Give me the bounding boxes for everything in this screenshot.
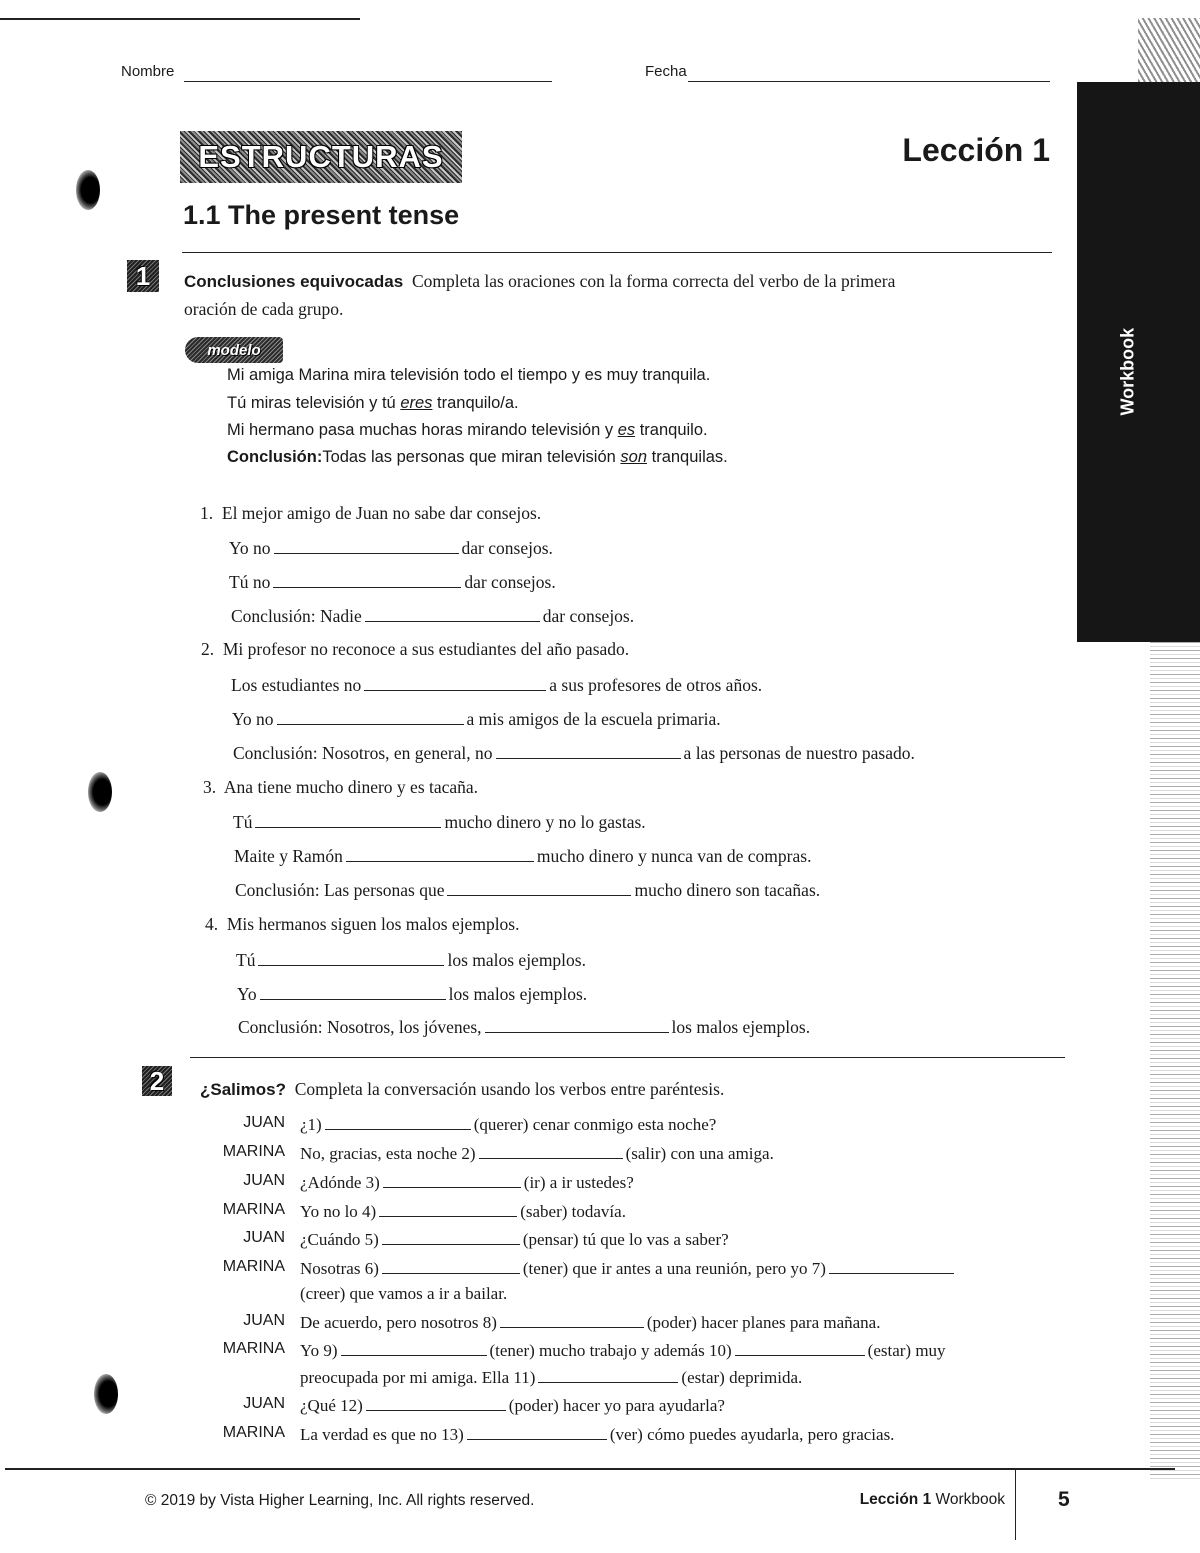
exercise-2-title: ¿Salimos? [200,1080,286,1099]
exercise-1-title: Conclusiones equivocadas [184,272,404,291]
answer-blank[interactable] [500,1311,644,1328]
dialogue-text: ¿Cuándo 5) [300,1230,379,1249]
scan-edge-top [1138,18,1200,82]
dialogue-line-9 [300,1339,946,1361]
answer-blank[interactable] [829,1257,954,1274]
item-1-line-1 [229,537,553,559]
answer-blank[interactable] [258,949,444,966]
dialogue-text: (salir) con una amiga. [625,1144,774,1163]
footer-rule [5,1468,1175,1470]
workbook-sidebar-tab [1077,82,1200,642]
line-post: los malos ejemplos. [448,984,588,1004]
modelo-line-3-pre: Mi hermano pasa muchas horas mirando televisión y [227,421,618,439]
fecha-field[interactable] [688,81,1050,82]
dialogue-text: (saber) todavía. [520,1202,626,1221]
footer-lesson-rest: Workbook [931,1491,1005,1508]
exercise-2-rule [190,1057,1065,1058]
item-3-line-3 [235,879,820,901]
dialogue-text: (tener) mucho trabajo y además 10) [489,1341,732,1360]
estructuras-banner [180,131,462,183]
dialogue-line-6 [300,1257,957,1279]
item-4-line-3 [238,1016,810,1038]
item-number: 1. [200,503,214,523]
dialogue-line-13 [300,1423,894,1445]
dialogue-text: Yo 9) [300,1341,338,1360]
item-1-prompt [200,503,541,524]
footer-lesson-bold: Lección 1 [859,1491,932,1508]
line-pre: Yo [237,984,257,1004]
answer-blank[interactable] [735,1339,865,1356]
answer-blank[interactable] [260,983,446,1000]
answer-blank[interactable] [382,1257,520,1274]
speaker-label: JUAN [243,1312,285,1329]
answer-blank[interactable] [365,605,540,622]
dialogue-text: (estar) muy [867,1341,946,1360]
dialogue-line-3 [300,1171,634,1193]
footer-copyright: © 2019 by Vista Higher Learning, Inc. All rights reserved. [145,1492,535,1509]
answer-blank[interactable] [382,1228,520,1245]
line-post: mucho dinero y nunca van de compras. [536,846,812,866]
exercise-2-instructions-text: Completa la conversación usando los verbos entre paréntesis. [294,1079,725,1099]
item-prompt-text: Mis hermanos siguen los malos ejemplos. [226,914,520,934]
sidebar-label: Workbook [1117,327,1138,416]
speaker-label: MARINA [222,1143,285,1160]
answer-blank[interactable] [255,811,441,828]
line-post: los malos ejemplos. [447,950,586,970]
line-post: dar consejos. [464,572,556,592]
fecha-label: Fecha [645,63,687,80]
dialogue-text: (ver) cómo puedes ayudarla, pero gracias. [609,1425,895,1444]
answer-blank[interactable] [346,845,534,862]
exercise-2-badge: 2 [142,1066,172,1096]
modelo-line-1: Mi amiga Marina mira televisión todo el tiempo y es muy tranquila. [227,366,711,384]
nombre-label: Nombre [121,63,175,80]
item-number: 2. [201,639,215,659]
modelo-line-3-post: tranquilo. [635,421,708,439]
exercise-1-instructions-a: Completa las oraciones con la forma correcta del verbo de la primera [411,271,896,291]
answer-blank[interactable] [447,879,631,896]
item-3-prompt [203,777,478,798]
modelo-line-4-answer: son [620,448,648,466]
binder-hole [88,772,112,812]
line-pre: Conclusión: Nosotros, los jóvenes, [238,1017,482,1037]
line-post: a sus profesores de otros años. [549,675,763,695]
item-3-line-1 [233,811,646,833]
dialogue-line-4 [300,1200,626,1222]
speaker-label: MARINA [222,1258,285,1275]
speaker-label: MARINA [222,1201,285,1218]
nombre-field[interactable] [184,81,552,82]
line-post: los malos ejemplos. [671,1017,811,1037]
dialogue-text: La verdad es que no 13) [300,1425,464,1444]
answer-blank[interactable] [496,742,681,759]
dialogue-line-8 [300,1311,880,1333]
line-post: mucho dinero son tacañas. [634,880,821,900]
dialogue-text: (tener) que ir antes a una reunión, pero yo 7) [522,1259,826,1278]
answer-blank[interactable] [277,708,464,725]
modelo-label [185,337,283,363]
dialogue-line-12 [300,1394,725,1416]
answer-blank[interactable] [325,1113,471,1130]
answer-blank[interactable] [273,571,461,588]
speaker-label: MARINA [222,1340,285,1357]
speaker-label: JUAN [243,1114,285,1131]
answer-blank[interactable] [379,1200,517,1217]
modelo-line-4-post: tranquilas. [647,448,728,466]
modelo-line-4-pre: Todas las personas que miran televisión [322,448,621,466]
dialogue-text: No, gracias, esta noche 2) [300,1144,476,1163]
line-post: dar consejos. [461,538,553,558]
page-number: 5 [1058,1488,1070,1511]
answer-blank[interactable] [479,1142,623,1159]
dialogue-line-9-cont [300,1366,802,1388]
line-pre: Tú [236,950,256,970]
exercise-1-instructions-b: oración de cada grupo. [184,299,344,319]
item-prompt-text: Ana tiene mucho dinero y es tacaña. [223,777,479,797]
line-pre: Yo no [232,709,274,729]
dialogue-text: De acuerdo, pero nosotros 8) [300,1313,497,1332]
speaker-label: MARINA [222,1424,285,1441]
dialogue-text: preocupada por mi amiga. Ella 11) [300,1368,536,1387]
line-post: mucho dinero y no lo gastas. [444,812,646,832]
exercise-1-instructions [184,267,1064,296]
binder-hole [94,1374,118,1414]
section-title: 1.1 The present tense [183,200,460,230]
dialogue-text: (querer) cenar conmigo esta noche? [473,1115,717,1134]
line-post: dar consejos. [542,606,635,626]
item-4-line-1 [236,949,586,971]
line-pre: Maite y Ramón [234,846,343,866]
answer-blank[interactable] [341,1339,487,1356]
modelo-line-3 [227,421,708,440]
line-pre: Tú [233,812,253,832]
line-post: a mis amigos de la escuela primaria. [466,709,721,729]
item-number: 3. [203,777,217,797]
dialogue-text: (poder) hacer planes para mañana. [646,1313,881,1332]
answer-blank[interactable] [364,674,546,691]
answer-blank[interactable] [485,1016,669,1033]
dialogue-text: (poder) hacer yo para ayudarla? [508,1396,725,1415]
line-pre: Conclusión: Las personas que [235,880,445,900]
item-4-line-2 [237,983,587,1005]
modelo-text: modelo [207,341,261,359]
item-3-line-2 [234,845,811,867]
dialogue-text: (estar) deprimida. [681,1368,803,1387]
modelo-line-2-post: tranquilo/a. [432,394,519,412]
item-2-line-2 [232,708,721,730]
item-2-prompt [201,639,629,660]
dialogue-line-5 [300,1228,729,1250]
answer-blank[interactable] [467,1423,607,1440]
item-1-line-2 [229,571,556,593]
answer-blank[interactable] [366,1394,506,1411]
dialogue-line-1 [300,1113,716,1135]
exercise-1-badge: 1 [127,260,159,292]
line-pre: Los estudiantes no [231,675,362,695]
modelo-line-4 [227,448,728,467]
exercise-2-instructions [200,1075,724,1104]
item-2-line-1 [231,674,762,696]
modelo-line-2-answer: eres [400,394,433,412]
line-pre: Conclusión: Nadie [231,606,362,626]
item-2-line-3 [233,742,915,764]
line-post: a las personas de nuestro pasado. [683,743,915,763]
item-1-line-3 [231,605,634,627]
dialogue-text: Nosotras 6) [300,1259,379,1278]
dialogue-line-6-cont: (creer) que vamos a ir a bailar. [300,1284,508,1303]
answer-blank[interactable] [383,1171,521,1188]
modelo-line-2 [227,394,519,413]
modelo-line-2-pre: Tú miras televisión y tú [227,394,401,412]
line-pre: Conclusión: Nosotros, en general, no [233,743,493,763]
dialogue-text: ¿Adónde 3) [300,1173,380,1192]
banner-text: ESTRUCTURAS [198,139,444,174]
top-rule [0,18,360,20]
speaker-label: JUAN [243,1172,285,1189]
dialogue-text: ¿1) [300,1115,322,1134]
item-prompt-text: El mejor amigo de Juan no sabe dar consejos. [221,503,542,523]
binder-hole [76,170,100,210]
dialogue-text: Yo no lo 4) [300,1202,377,1221]
dialogue-line-2 [300,1142,774,1164]
footer-divider [1015,1468,1016,1540]
answer-blank[interactable] [274,537,459,554]
item-4-prompt [205,914,520,935]
dialogue-text: (ir) a ir ustedes? [523,1173,634,1192]
dialogue-text: (pensar) tú que lo vas a saber? [522,1230,729,1249]
modelo-conclusion-label: Conclusión: [227,448,323,466]
line-pre: Yo no [229,538,271,558]
speaker-label: JUAN [243,1229,285,1246]
section-rule [182,252,1052,253]
modelo-line-3-answer: es [617,421,636,439]
answer-blank[interactable] [538,1366,678,1383]
line-pre: Tú no [229,572,271,592]
footer-lesson [790,1491,1005,1509]
scan-edge-strip [1150,642,1200,1482]
lesson-title: Lección 1 [902,132,1050,168]
item-prompt-text: Mi profesor no reconoce a sus estudiantes del año pasado. [222,639,630,659]
speaker-label: JUAN [243,1395,285,1412]
dialogue-text: ¿Qué 12) [300,1396,363,1415]
item-number: 4. [205,914,219,934]
